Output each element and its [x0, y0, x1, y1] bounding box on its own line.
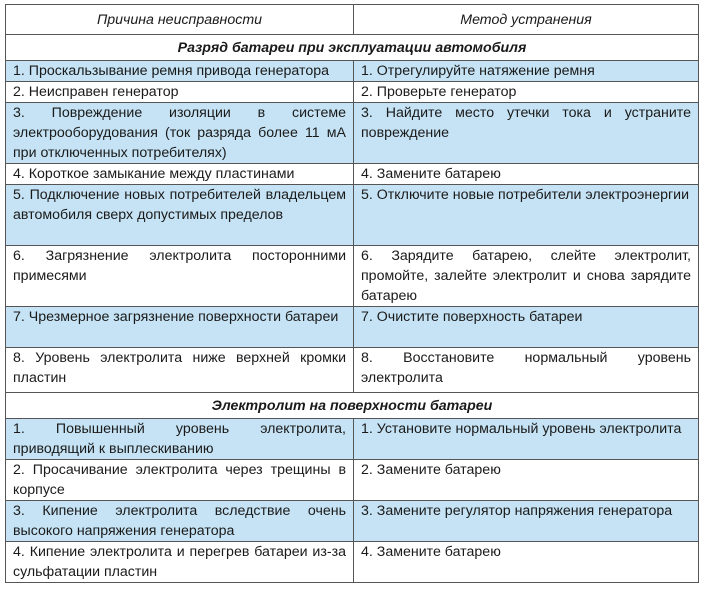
table-row: [6, 164, 699, 185]
table-row: [6, 61, 699, 82]
table-row: [6, 419, 699, 460]
cause-cell: 1. Повышенный уровень электролита, приводящий к выплескиванию: [6, 419, 354, 460]
cause-cell: 1. Проскальзывание ремня привода генератора: [6, 61, 354, 82]
fix-cell: 2. Проверьте генератор: [354, 82, 699, 103]
troubleshooting-table-container: [5, 4, 698, 583]
header-fix: Метод устранения: [354, 5, 699, 35]
table-row: [6, 185, 699, 246]
fix-cell: 1. Установите нормальный уровень электролита: [354, 419, 699, 460]
cause-cell: 2. Неисправен генератор: [6, 82, 354, 103]
cause-cell: 2. Просачивание электролита через трещины в корпусе: [6, 460, 354, 501]
cause-cell: 4. Короткое замыкание между пластинами: [6, 164, 354, 185]
section-title: Разряд батареи при эксплуатации автомобиля: [6, 35, 699, 61]
table-row: [6, 501, 699, 542]
fix-cell: 3. Замените регулятор напряжения генератора: [354, 501, 699, 542]
table-row: [6, 307, 699, 348]
table-row: [6, 460, 699, 501]
header-cause: Причина неисправности: [6, 5, 354, 35]
fix-cell: 6. Зарядите батарею, слейте электролит, промойте, залейте электролит и снова зарядите батарею: [354, 246, 699, 307]
table-row: [6, 82, 699, 103]
fix-cell: 5. Отключите новые потребители электроэнергии: [354, 185, 699, 246]
section-title-row: [6, 35, 699, 61]
fix-cell: 1. Отрегулируйте натяжение ремня: [354, 61, 699, 82]
cause-cell: 3. Повреждение изоляции в системе электрооборудования (ток разряда более 11 мА при отключенных потребителях): [6, 103, 354, 164]
cause-cell: 4. Кипение электролита и перегрев батареи из-за сульфатации пластин: [6, 542, 354, 583]
table-row: [6, 542, 699, 583]
fix-cell: 3. Найдите место утечки тока и устраните повреждение: [354, 103, 699, 164]
table-row: [6, 348, 699, 393]
fix-cell: 4. Замените батарею: [354, 542, 699, 583]
cause-cell: 3. Кипение электролита вследствие очень высокого напряжения генератора: [6, 501, 354, 542]
fix-cell: 8. Восстановите нормальный уровень электролита: [354, 348, 699, 393]
table-row: [6, 103, 699, 164]
fix-cell: 4. Замените батарею: [354, 164, 699, 185]
cause-cell: 5. Подключение новых потребителей владельцем автомобиля сверх допустимых пределов: [6, 185, 354, 246]
cause-cell: 6. Загрязнение электролита посторонними примесями: [6, 246, 354, 307]
section-title: Электролит на поверхности батареи: [6, 393, 699, 419]
fix-cell: 2. Замените батарею: [354, 460, 699, 501]
troubleshooting-table: [5, 4, 699, 583]
cause-cell: 8. Уровень электролита ниже верхней кромки пластин: [6, 348, 354, 393]
cause-cell: 7. Чрезмерное загрязнение поверхности батареи: [6, 307, 354, 348]
header-row: [6, 5, 699, 35]
fix-cell: 7. Очистите поверхность батареи: [354, 307, 699, 348]
section-title-row: [6, 393, 699, 419]
table-row: [6, 246, 699, 307]
